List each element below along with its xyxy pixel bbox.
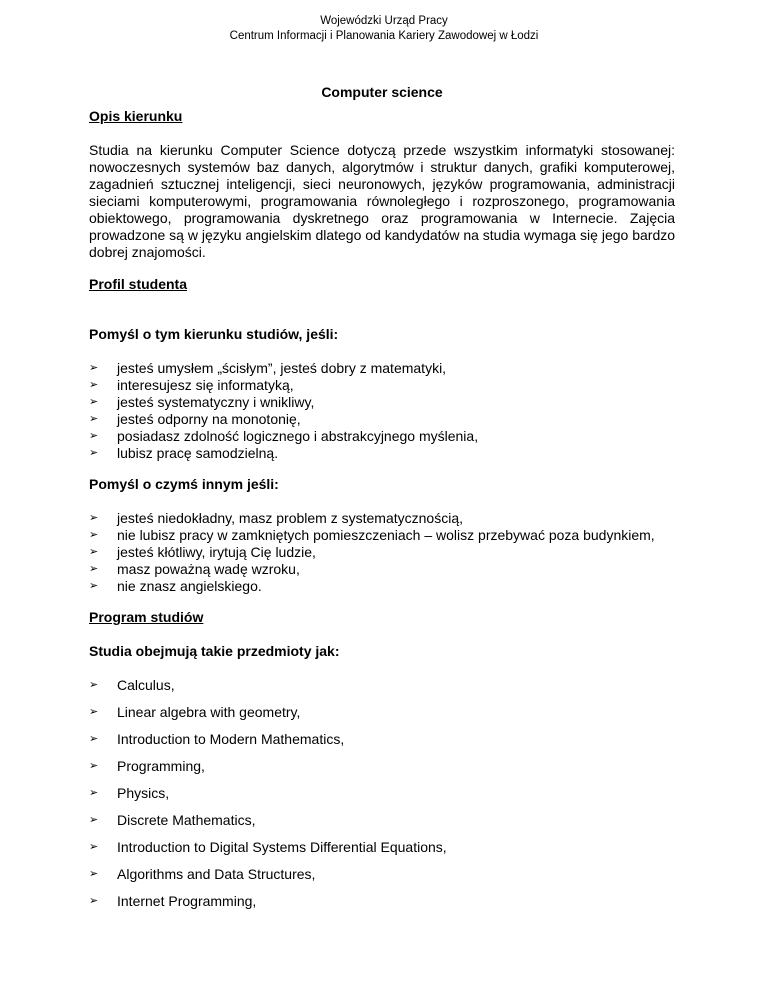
arrowhead-bullet-icon: ➢ [89,580,99,592]
list-item: ➢ Calculus, [89,677,175,693]
description-paragraph: Studia na kierunku Computer Science dotyczą przede wszystkim informatyki stosowanej: nowoczesnych systemów baz danych, algorytmów i struktur danych, grafiki komputerowej, zagadnień sztucznej inteligencji, sieci neuronowych, języków programowania, administracji sieciami komputerowymi, programowania równoległego i rozproszonego, programowania obiektowego, programowania dyskretnego oraz programowania w Internecie. Zajęcia prowadzone są w języku angielskim dlatego od kandydatów na studia wymaga się jego bardzo dobrej znajomości. [89,142,676,260]
profile-heading: Profil studenta [89,276,188,292]
list-item: ➢ lubisz pracę samodzielną. [89,445,279,461]
consider-list [89,360,675,462]
subjects-heading: Studia obejmują takie przedmioty jak: [89,643,340,659]
list-item: ➢ Discrete Mathematics, [89,812,256,828]
arrowhead-bullet-icon: ➢ [89,895,99,907]
list-item: ➢ Physics, [89,785,170,801]
list-item: ➢ Algorithms and Data Structures, [89,866,316,882]
program-heading: Program studiów [89,609,204,625]
arrowhead-bullet-icon: ➢ [89,868,99,880]
arrowhead-bullet-icon: ➢ [89,430,99,442]
arrowhead-bullet-icon: ➢ [89,396,99,408]
arrowhead-bullet-icon: ➢ [89,512,99,524]
arrowhead-bullet-icon: ➢ [89,706,99,718]
document-title: Computer science [321,84,443,100]
list-item: ➢ jesteś kłótliwy, irytują Cię ludzie, [89,544,316,560]
list-item: ➢ jesteś systematyczny i wnikliwy, [89,394,315,410]
arrowhead-bullet-icon: ➢ [89,814,99,826]
list-item: ➢ jesteś umysłem „ścisłym”, jesteś dobry z matematyki, [89,360,447,376]
list-item: ➢ jesteś odporny na monotonię, [89,411,301,427]
other-list [89,510,675,595]
arrowhead-bullet-icon: ➢ [89,447,99,459]
arrowhead-bullet-icon: ➢ [89,379,99,391]
list-item: ➢ nie znasz angielskiego. [89,578,262,594]
header-line-center: Centrum Informacji i Planowania Kariery Zawodowej w Łodzi [229,30,539,42]
arrowhead-bullet-icon: ➢ [89,546,99,558]
arrowhead-bullet-icon: ➢ [89,563,99,575]
arrowhead-bullet-icon: ➢ [89,787,99,799]
list-item: ➢ Internet Programming, [89,893,257,909]
list-item: ➢ posiadasz zdolność logicznego i abstrakcyjnego myślenia, [89,428,479,444]
list-item: ➢ jesteś niedokładny, masz problem z systematycznością, [89,510,463,526]
document-body [89,84,675,920]
subjects-list [89,677,675,910]
other-heading: Pomyśl o czymś innym jeśli: [89,476,279,492]
page-header [0,14,768,44]
list-item: ➢ masz poważną wadę wzroku, [89,561,300,577]
description-heading: Opis kierunku [89,108,183,124]
header-line-office: Wojewódzki Urząd Pracy [320,15,448,27]
list-item: ➢ Introduction to Modern Mathematics, [89,731,345,747]
list-item: ➢ Programming, [89,758,205,774]
list-item: ➢ Linear algebra with geometry, [89,704,301,720]
list-item: ➢ Introduction to Digital Systems Differential Equations, [89,839,447,855]
arrowhead-bullet-icon: ➢ [89,841,99,853]
list-item: ➢ interesujesz się informatyką, [89,377,294,393]
arrowhead-bullet-icon: ➢ [89,529,99,541]
arrowhead-bullet-icon: ➢ [89,413,99,425]
arrowhead-bullet-icon: ➢ [89,362,99,374]
consider-heading: Pomyśl o tym kierunku studiów, jeśli: [89,326,339,342]
arrowhead-bullet-icon: ➢ [89,760,99,772]
list-item: ➢ nie lubisz pracy w zamkniętych pomieszczeniach – wolisz przebywać poza budynkiem, [89,527,655,543]
arrowhead-bullet-icon: ➢ [89,733,99,745]
arrowhead-bullet-icon: ➢ [89,679,99,691]
